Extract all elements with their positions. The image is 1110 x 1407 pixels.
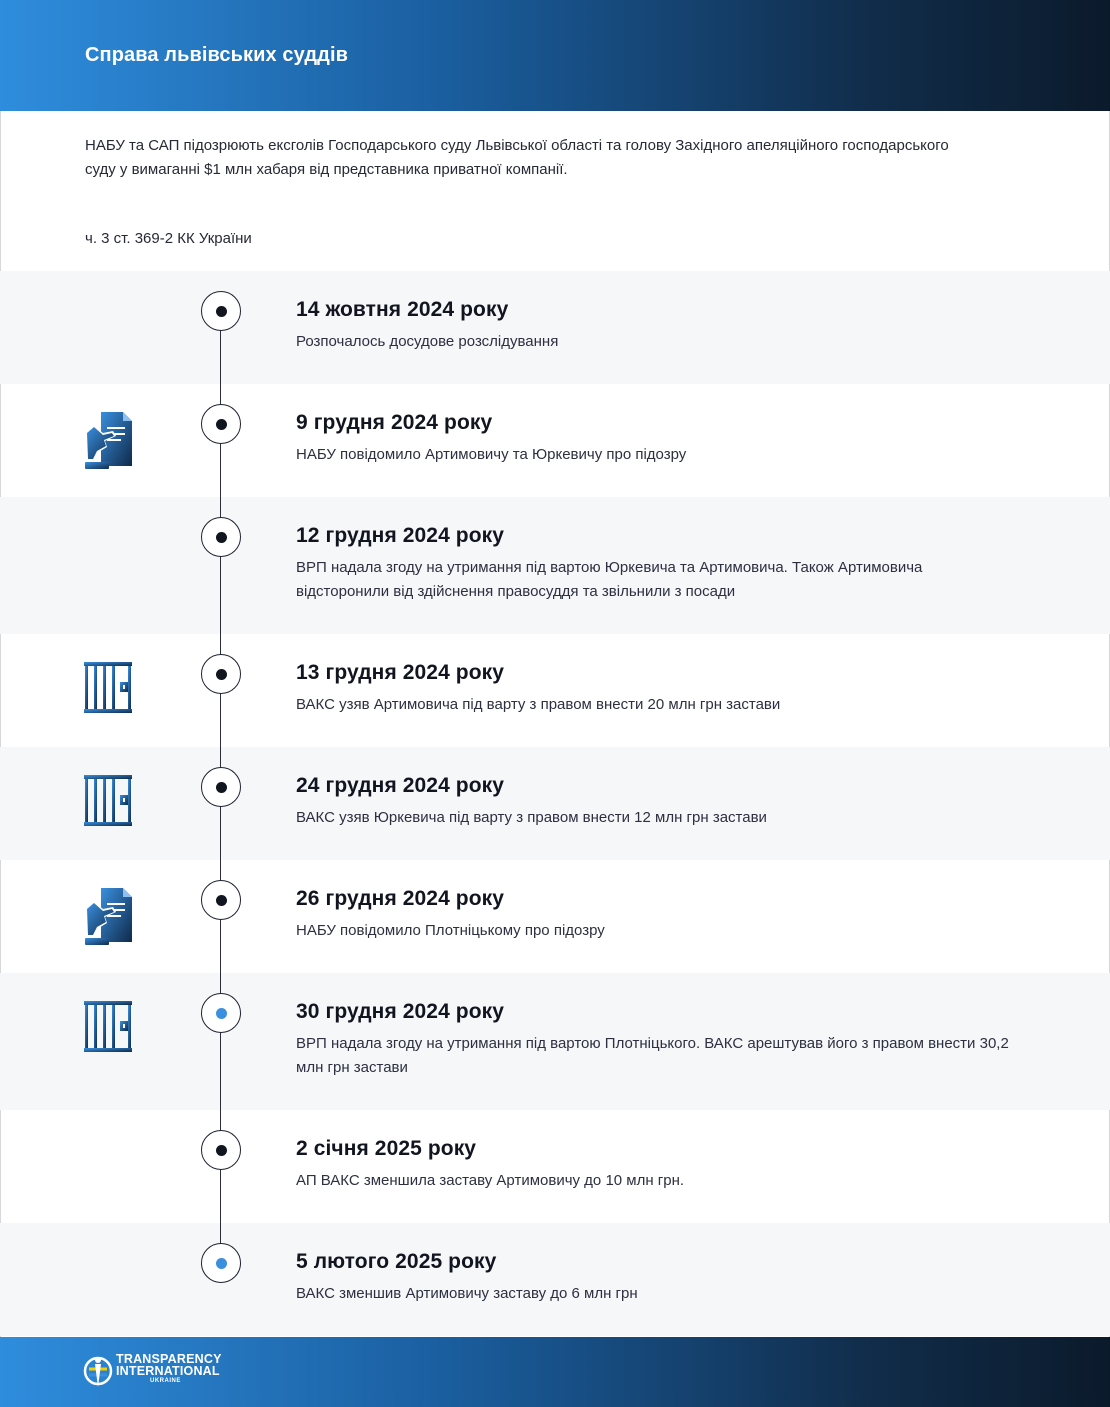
event-date: 14 жовтня 2024 року xyxy=(296,298,509,321)
page-footer xyxy=(0,1337,1110,1407)
event-description: ВРП надала згоду на утримання під вартою Юркевича та Артимовича. Також Артимовича відсторонили від здійснення правосуддя та звільнили з посади xyxy=(296,559,923,600)
event-date: 24 грудня 2024 року xyxy=(296,774,505,797)
prison-bars-icon xyxy=(83,774,133,828)
event-description: НАБУ повідомило Плотніцькому про підозру xyxy=(296,922,605,939)
event-date: 13 грудня 2024 року xyxy=(296,661,505,684)
prison-bars-icon xyxy=(83,1000,133,1054)
timeline-marker xyxy=(201,880,241,920)
event-date: 5 лютого 2025 року xyxy=(296,1250,497,1273)
timeline-row xyxy=(0,860,1110,973)
event-description: АП ВАКС зменшила заставу Артимовичу до 10 млн грн. xyxy=(296,1172,685,1189)
event-date: 26 грудня 2024 року xyxy=(296,887,505,910)
logo-line-3: UKRAINE xyxy=(150,1378,181,1384)
page-title: Справа львівських суддів xyxy=(85,44,349,66)
page-header xyxy=(0,0,1110,111)
event-description: Розпочалось досудове розслідування xyxy=(296,333,559,350)
timeline-marker xyxy=(201,767,241,807)
event-date: 2 січня 2025 року xyxy=(296,1137,477,1160)
case-description: НАБУ та САП підозрюють ексголів Господарського суду Львівської області та голову Західного апеляційного господарського суду у вимаганні $1 млн хабаря від представника приватної компанії. xyxy=(85,137,949,178)
logo-wordmark xyxy=(116,1353,222,1385)
criminal-code-article: ч. 3 ст. 369-2 КК України xyxy=(85,230,252,247)
suspicion-notice-icon xyxy=(83,411,133,481)
timeline-row xyxy=(0,747,1110,860)
timeline-marker-highlighted xyxy=(201,1243,241,1283)
timeline-marker xyxy=(201,1130,241,1170)
suspicion-notice-icon xyxy=(83,887,133,957)
event-description: ВАКС узяв Артимовича під варту з правом внести 20 млн грн застави xyxy=(296,696,781,713)
timeline-row xyxy=(0,1223,1110,1336)
event-description: ВАКС узяв Юркевича під варту з правом внести 12 млн грн застави xyxy=(296,809,767,826)
event-description: ВАКС зменшив Артимовичу заставу до 6 млн грн xyxy=(296,1285,638,1302)
event-description: НАБУ повідомило Артимовичу та Юркевичу про підозру xyxy=(296,446,687,463)
timeline-marker xyxy=(201,404,241,444)
transparency-international-logo-icon xyxy=(83,1347,115,1393)
prison-bars-icon xyxy=(83,661,133,715)
event-date: 30 грудня 2024 року xyxy=(296,1000,505,1023)
event-date: 9 грудня 2024 року xyxy=(296,411,493,434)
event-description: ВРП надала згоду на утримання під вартою Плотніцького. ВАКС арештував його з правом внести 30,2 млн грн застави xyxy=(296,1035,1009,1076)
timeline-marker xyxy=(201,291,241,331)
timeline-marker xyxy=(201,654,241,694)
timeline-marker-highlighted xyxy=(201,993,241,1033)
event-date: 12 грудня 2024 року xyxy=(296,524,505,547)
logo-line-2: INTERNATIONAL xyxy=(116,1364,220,1378)
timeline-row xyxy=(0,384,1110,497)
timeline-row xyxy=(0,271,1110,384)
timeline-marker xyxy=(201,517,241,557)
timeline-row xyxy=(0,634,1110,747)
timeline-row xyxy=(0,1110,1110,1223)
logo-line-1: TRANSPARENCY xyxy=(116,1352,222,1366)
